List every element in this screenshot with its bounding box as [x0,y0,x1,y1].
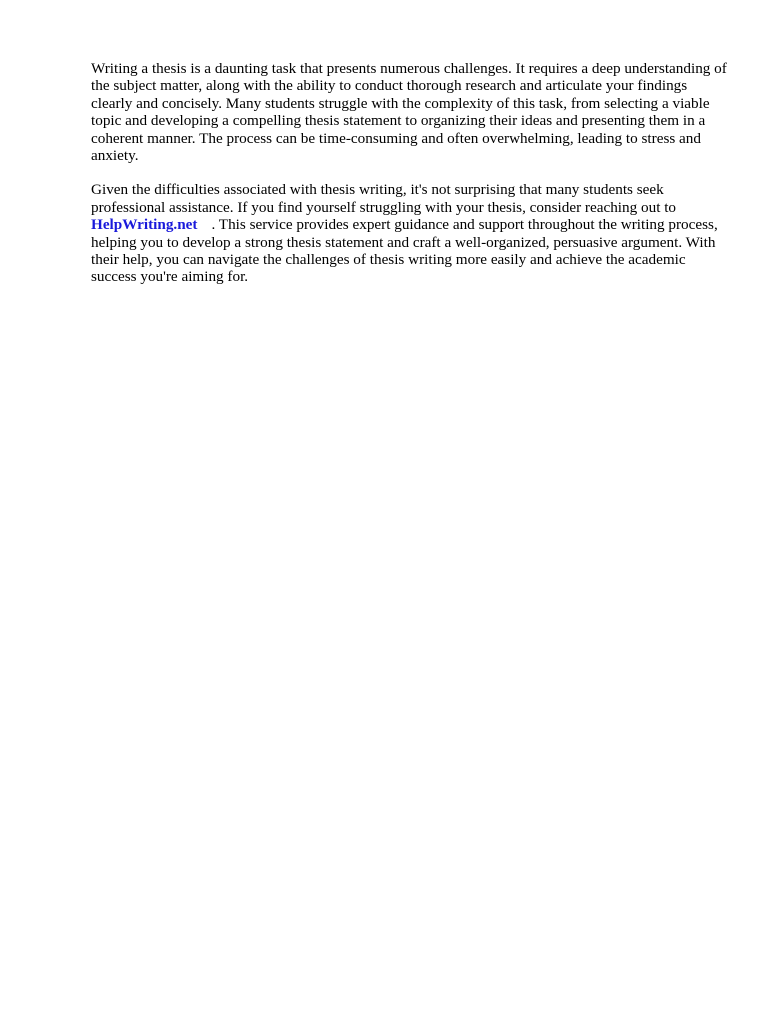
paragraph-assistance [91,181,731,285]
paragraph-intro: Writing a thesis is a daunting task that presents numerous challenges. It requires a deep understanding of the subject matter, along with the ability to conduct thorough research and articulate your findings clearly and concisely. Many students struggle with the complexity of this task, from selecting a viable topic and developing a compelling thesis statement to organizing their ideas and presenting them in a coherent manner. The process can be time-consuming and often overwhelming, leading to stress and anxiety. [91,60,727,165]
paragraph-assistance-text-after: . This service provides expert guidance and support throughout the writing process, helping you to develop a strong thesis statement and craft a well-organized, persuasive argument. With their help, you can navigate the challenges of thesis writing more easily and achieve the academic success you're aiming for. [91,216,718,286]
document-body [91,60,731,303]
helpwriting-link[interactable]: HelpWriting.net [91,216,198,234]
paragraph-assistance-text-before: Given the difficulties associated with thesis writing, it's not surprising that many students seek professional assistance. If you find yourself struggling with your thesis, consider reaching out to [91,181,677,216]
